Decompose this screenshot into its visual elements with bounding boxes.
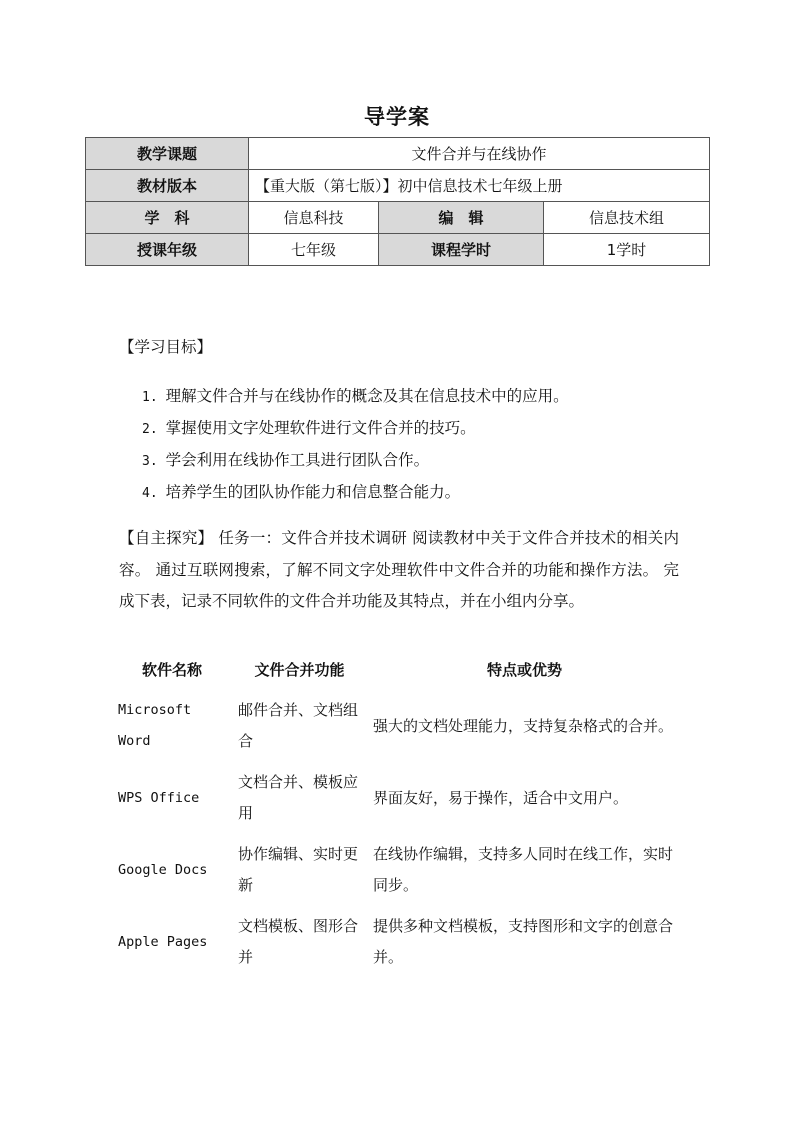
table-row	[112, 762, 682, 834]
software-name: Microsoft Word	[118, 702, 192, 749]
table-row	[86, 170, 710, 202]
discipline-value: 信息科技	[249, 202, 379, 234]
table-row	[86, 234, 710, 266]
grade-label: 授课年级	[86, 234, 249, 266]
software-name: Google Docs	[118, 861, 208, 878]
textbook-value: 【重大版（第七版）】初中信息技术七年级上册	[249, 170, 710, 202]
list-item: 2. 掌握使用文字处理软件进行文件合并的技巧。	[142, 419, 476, 437]
topic-value: 文件合并与在线协作	[249, 138, 710, 170]
column-header: 特点或优势	[486, 660, 562, 679]
advantage: 提供多种文档模板，支持图形和文字的创意合并。	[373, 917, 674, 966]
merge-feature: 文档模板、图形合并	[238, 917, 359, 966]
explore-paragraph: 【自主探究】 任务一：文件合并技术调研 阅读教材中关于文件合并技术的相关内容。 通过互联网搜索，了解不同文字处理软件中文件合并的功能和操作方法。 完成下表，记录不同软件的文件合并功能及其特点，并在小组内分享。	[119, 529, 679, 610]
table-row	[86, 202, 710, 234]
advantage: 界面友好，易于操作，适合中文用户。	[373, 788, 629, 807]
grade-value: 七年级	[249, 234, 379, 266]
list-item: 1. 理解文件合并与在线协作的概念及其在信息技术中的应用。	[142, 387, 569, 405]
list-item: 4. 培养学生的团队协作能力和信息整合能力。	[142, 483, 461, 501]
merge-feature: 文档合并、模板应用	[238, 773, 359, 822]
list-item: 3. 学会利用在线协作工具进行团队合作。	[142, 451, 430, 469]
merge-feature: 协作编辑、实时更新	[238, 845, 359, 894]
hours-label: 课程学时	[379, 234, 544, 266]
column-header: 软件名称	[141, 660, 202, 679]
document-title: 导学案	[364, 105, 430, 129]
table-header-row	[112, 648, 682, 690]
merge-feature: 邮件合并、文档组合	[238, 701, 359, 750]
table-row	[112, 690, 682, 762]
goals-heading: 【学习目标】	[119, 338, 213, 356]
software-name: Apple Pages	[118, 933, 208, 950]
software-table	[112, 648, 682, 978]
table-row	[86, 138, 710, 170]
table-row	[112, 906, 682, 978]
table-row	[112, 834, 682, 906]
textbook-label: 教材版本	[86, 170, 249, 202]
editor-value: 信息技术组	[544, 202, 710, 234]
software-name: WPS Office	[118, 789, 200, 806]
advantage: 在线协作编辑，支持多人同时在线工作，实时同步。	[373, 845, 674, 894]
hours-value: 1学时	[544, 234, 710, 266]
advantage: 强大的文档处理能力，支持复杂格式的合并。	[373, 716, 674, 735]
editor-label: 编 辑	[379, 202, 544, 234]
topic-label: 教学课题	[86, 138, 249, 170]
goals-list	[142, 380, 569, 508]
column-header: 文件合并功能	[254, 660, 345, 679]
discipline-label: 学 科	[86, 202, 249, 234]
lesson-info-table	[85, 137, 710, 266]
